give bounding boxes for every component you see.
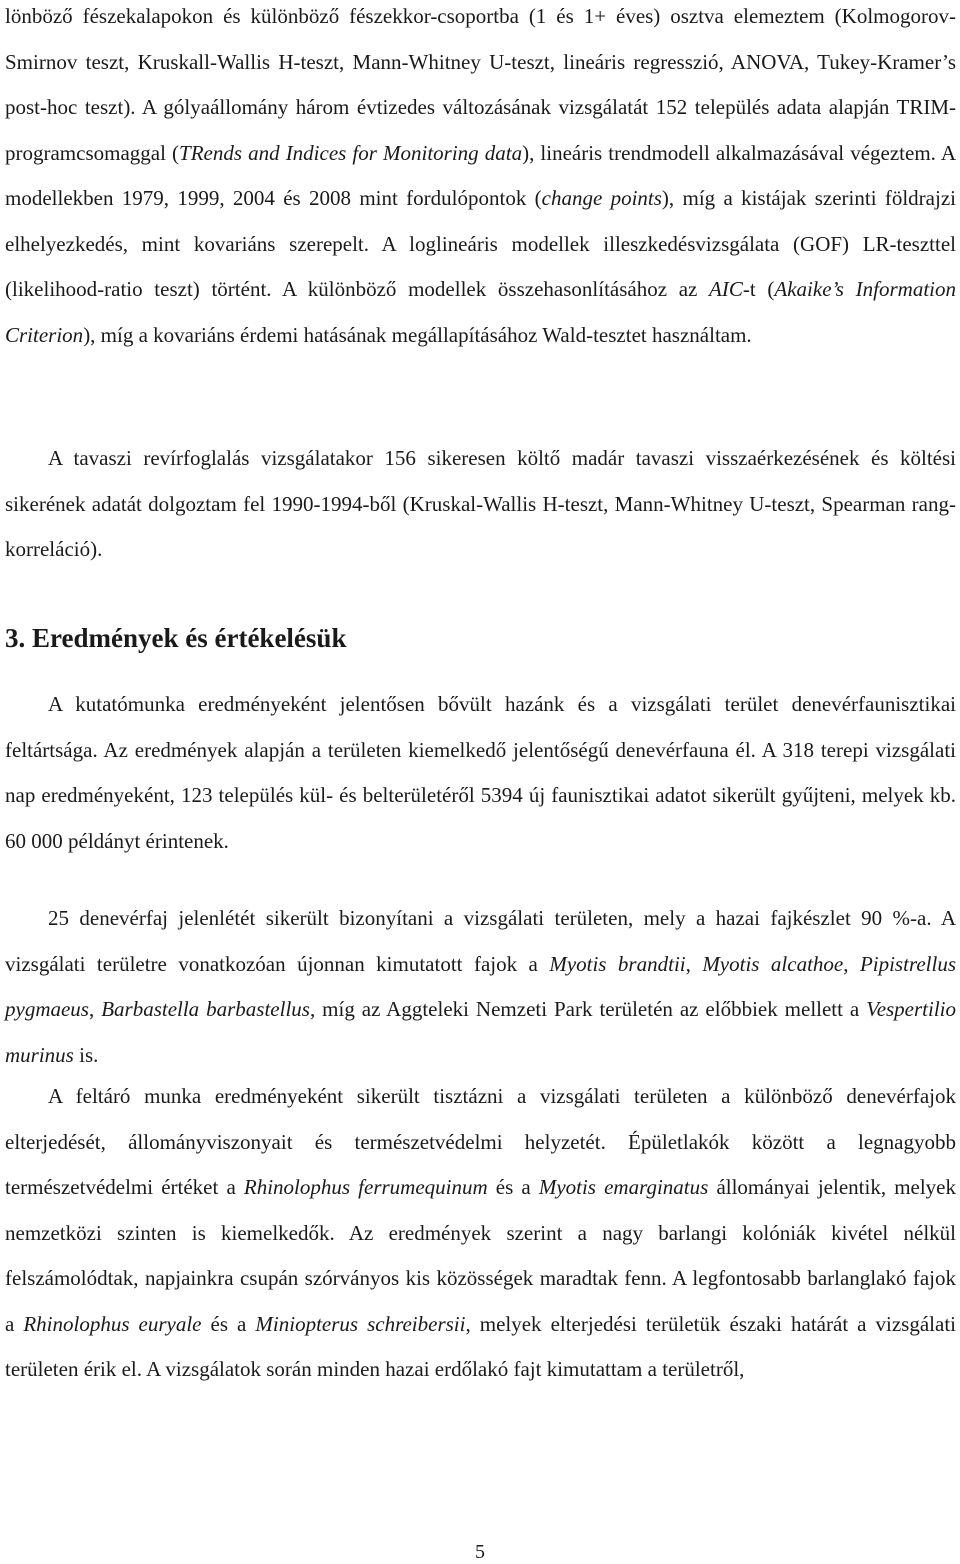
italic-term: AIC	[709, 277, 743, 301]
species-name: Myotis brandtii	[549, 951, 686, 976]
section-heading: 3. Eredmények és értékelésük	[5, 623, 347, 653]
distribution-paragraph	[5, 1074, 956, 1393]
text-run: -t (	[742, 277, 775, 301]
species-name: Vespertilio murinus	[5, 997, 957, 1067]
text-run: , míg az Aggteleki Nemzeti Park területén az előbbiek mellett a	[309, 997, 867, 1021]
text-run: ), lineáris trendmodell alkalmazásával végeztem. A modellekben 1979, 1999, 2004 és 2008 mint fordulópontok (	[5, 140, 956, 210]
page-number: 5	[475, 1541, 485, 1563]
italic-term: Akaike’s Information Criterion	[5, 277, 956, 347]
text-run: ), míg a kistájak szerinti földrajzi elhelyezkedés, mint kovariáns szerepelt. A loglineáris modellek illeszkedésvizsgálata (GOF) LR-teszttel (likelihood-ratio teszt) történt. A különböző modellek összehasonlításához az	[5, 186, 956, 301]
text-run: ,	[88, 997, 102, 1021]
species-name: Rhinolophus ferrumequinum	[243, 1175, 488, 1199]
results-intro-paragraph: A kutatómunka eredményeként jelentősen bővült hazánk és a vizsgálati terület denevérfaunisztikai feltártsága. Az eredmények alapján a területen kiemelkedő jelentőségű denevérfauna él. A 318 terepi vizsgálati nap eredményeként, 123 település kül- és belterületéről 5394 új faunisztikai adatot sikerült gyűjteni, melyek kb. 60 000 példányt érintenek.	[5, 692, 956, 853]
spring-territory-paragraph: A tavaszi revírfoglalás vizsgálatakor 156 sikeresen költő madár tavaszi visszaérkezésének és költési sikerének adatát dolgoztam fel 1990-1994-ből (Kruskal-Wallis H-teszt, Mann-Whitney U-teszt, Spearman rang-korreláció).	[5, 446, 956, 561]
species-name: Pipistrellus pygmaeus	[5, 951, 956, 1021]
species-name: Myotis emarginatus	[538, 1175, 709, 1199]
text-run: A feltáró munka eredményeként sikerült tisztázni a vizsgálati területen a különböző denevérfajok elterjedését, állományviszonyait és természetvédelmi helyzetét. Épületlakók között a legnagyobb természetvédelmi értéket a	[5, 1084, 956, 1199]
species-name: Rhinolophus euryale	[23, 1311, 202, 1336]
text-run: lönböző fészekalapokon és különböző fészekkor-csoportba (1 és 1+ éves) osztva elemeztem (Kolmogorov-Smirnov teszt, Kruskall-Wallis H-teszt, Mann-Whitney U-teszt, lineáris regresszió, ANOVA, Tukey-Kramer’s post-hoc teszt). A gólyaállomány három évtizedes változásának vizsgálatát 152 település adata alapján TRIM-programcsomaggal (	[5, 4, 956, 165]
text-run: és a	[201, 1311, 256, 1336]
text-run: állományai jelentik, melyek nemzetközi szinten is kiemelkedők. Az eredmények szerint a nagy barlangi kolóniák kivétel nélkül felszámolódtak, napjainkra csupán szórványos kis közösségek maradtak fenn. A legfontosabb barlanglakó fajok a	[5, 1175, 957, 1336]
species-name: Miniopterus schreibersii	[255, 1311, 466, 1336]
text-run: 25 denevérfaj jelenlétét sikerült bizonyítani a vizsgálati területen, mely a hazai fajkészlet 90 %-a. A vizsgálati területre vonatkozóan újonnan kimutatott fajok a	[5, 906, 956, 976]
species-name: Myotis alcathoe	[702, 951, 844, 976]
text-run: és a	[487, 1175, 539, 1199]
text-run: ,	[685, 951, 703, 976]
text-run: is.	[73, 1042, 99, 1067]
text-run: ), míg a kovariáns érdemi hatásának megállapításához Wald-tesztet használtam.	[83, 322, 752, 347]
species-name: Barbastella barbastellus	[101, 997, 310, 1021]
species-paragraph	[5, 896, 956, 1078]
italic-term: change points	[541, 186, 662, 210]
methods-paragraph	[5, 0, 956, 358]
text-run: ,	[843, 951, 860, 976]
italic-term: TRends and Indices for Monitoring data	[179, 140, 523, 165]
text-run: , melyek elterjedési területük északi határát a vizsgálati területen érik el. A vizsgálatok során minden hazai erdőlakó fajt kimutattam a területről,	[5, 1311, 956, 1381]
